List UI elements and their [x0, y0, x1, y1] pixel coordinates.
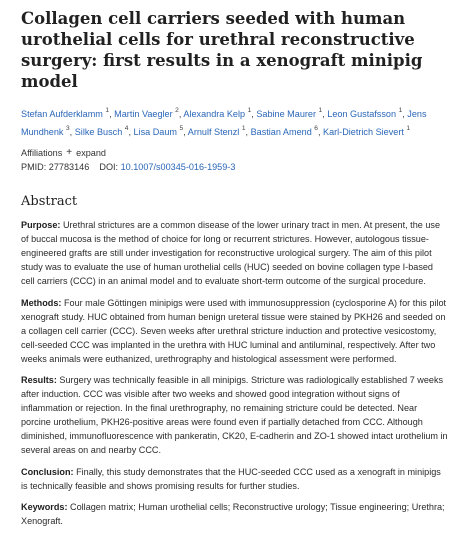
author-separator: , — [402, 109, 408, 120]
section-label: Keywords: — [21, 501, 68, 512]
abstract-section-purpose — [21, 218, 448, 288]
pmid-label: PMID: — [21, 162, 47, 173]
author-link[interactable] — [114, 109, 179, 119]
abstract-section-keywords — [21, 500, 448, 528]
author-affiliation-number: 3 — [66, 125, 70, 133]
section-text: Collagen matrix; Human urothelial cells; Reconstructive urology; Tissue engineering; Urethra; Xenograft. — [21, 501, 445, 526]
affiliations-label: Affiliations — [21, 147, 63, 158]
author-link[interactable] — [256, 109, 322, 119]
author-affiliation-number: 1 — [105, 107, 110, 114]
author-link[interactable] — [188, 127, 246, 137]
section-label: Conclusion: — [21, 466, 74, 477]
author-list — [21, 104, 448, 140]
author-separator: , — [109, 109, 115, 120]
author-affiliation-number: 5 — [179, 125, 184, 133]
author-separator: , — [322, 109, 328, 120]
section-label: Results: — [21, 375, 57, 385]
author-name: Martin Vaegler — [114, 109, 173, 120]
author-affiliation-number: 1 — [247, 107, 252, 114]
author-name: Leon Gustafsson — [327, 109, 397, 120]
author-separator: , — [251, 109, 257, 120]
author-affiliation-number: 1 — [398, 107, 403, 114]
author-link[interactable] — [75, 127, 129, 137]
author-separator: , — [245, 127, 251, 138]
author-separator: , — [183, 127, 188, 138]
author-name: Lisa Daum — [133, 127, 177, 138]
author-link[interactable] — [323, 127, 410, 137]
author-affiliation-number: 1 — [406, 125, 411, 133]
author-separator: , — [69, 127, 75, 138]
expand-label: expand — [76, 147, 106, 158]
article-title: Collagen cell carriers seeded with human urothelial cells for urethral reconstructive surgery: first results in a xenograft minipig model — [21, 9, 423, 91]
author-link[interactable] — [21, 109, 109, 119]
plus-icon: + — [66, 147, 73, 159]
author-affiliation-number: 1 — [318, 107, 323, 114]
author-affiliation-number: 2 — [175, 107, 179, 114]
section-text: Surgery was technically feasible in all minipigs. Stricture was radiologically established 7 weeks after induction. CCC was visible after two weeks and showed good integration without signs of inflammation or rejection. In the final urethrography, no remaining stricture could be detected. Near porcine urothelium, PKH26-positive areas were found even if partially detached from CCC. Although diminished, immunofluorescence with pankeratin, CK20, E-cadherin and ZO-1 showed intact urothelium in several areas on and nearby CCC. — [21, 375, 448, 456]
author-link[interactable] — [327, 109, 402, 119]
author-name: Karl-Dietrich Sievert — [323, 127, 404, 138]
section-text: Urethral strictures are a common disease of the lower urinary tract in men. At present, the use of buccal mucosa is the method of choice for long or recurrent strictures. However, autologous tissue-engineered grafts are still under investigation for reconstructive urological surgery. The aim of this pilot study was to evaluate the use of human urothelial cells (HUC) seeded on bovine collagen type I-based cell carriers (CCC) in an animal model and to evaluate short-term outcome of the surgical procedure. — [21, 220, 441, 287]
author-name: Jens Mundhenk — [21, 109, 427, 138]
pmid-value: 27783146 — [48, 162, 90, 173]
section-text: Four male Göttingen minipigs were used with immunosuppression (cyclosporine A) for this pilot xenograft study. HUC obtained from human benign ureteral tissue were stained by PKH26 and seeded on a collagen cell carrier (CCC). Seven weeks after urethral stricture induction and protective vesicostomy, cell-seeded CCC was implanted in the urethra with HUC luminal and antiluminal, respectively. After two weeks animals were euthanized, urethrography and histological assessment were performed. — [21, 297, 447, 364]
author-name: Sabine Maurer — [256, 109, 316, 120]
author-name: Bastian Amend — [250, 127, 312, 138]
author-affiliation-number: 4 — [124, 125, 129, 133]
abstract-section-results — [21, 373, 448, 458]
article-identifiers — [21, 162, 448, 172]
author-name: Arnulf Stenzl — [187, 127, 240, 138]
abstract-section-methods — [21, 296, 448, 366]
section-label: Purpose: — [21, 220, 61, 231]
author-name: Alexandra Kelp — [183, 109, 246, 120]
abstract-heading: Abstract — [21, 194, 78, 210]
author-link[interactable] — [134, 127, 184, 137]
author-name: Silke Busch — [74, 127, 123, 138]
author-separator: , — [128, 127, 134, 138]
doi-label: DOI: — [99, 162, 119, 173]
author-separator: , — [178, 109, 184, 120]
author-name: Stefan Aufderklamm — [21, 109, 103, 120]
abstract-body — [21, 218, 448, 528]
section-label: Methods: — [21, 297, 62, 308]
affiliations-toggle[interactable] — [21, 147, 448, 158]
author-affiliation-number: 6 — [314, 125, 318, 133]
section-text: Finally, this study demonstrates that the HUC-seeded CCC used as a xenograft in minipigs is technically feasible and shows promising results for further studies. — [21, 466, 441, 491]
author-separator: , — [317, 127, 324, 138]
author-link[interactable] — [183, 109, 251, 119]
doi-link[interactable]: 10.1007/s00345-016-1959-3 — [120, 162, 236, 173]
author-affiliation-number: 1 — [241, 125, 246, 133]
abstract-section-conclusion — [21, 465, 448, 493]
author-link[interactable] — [251, 127, 318, 137]
